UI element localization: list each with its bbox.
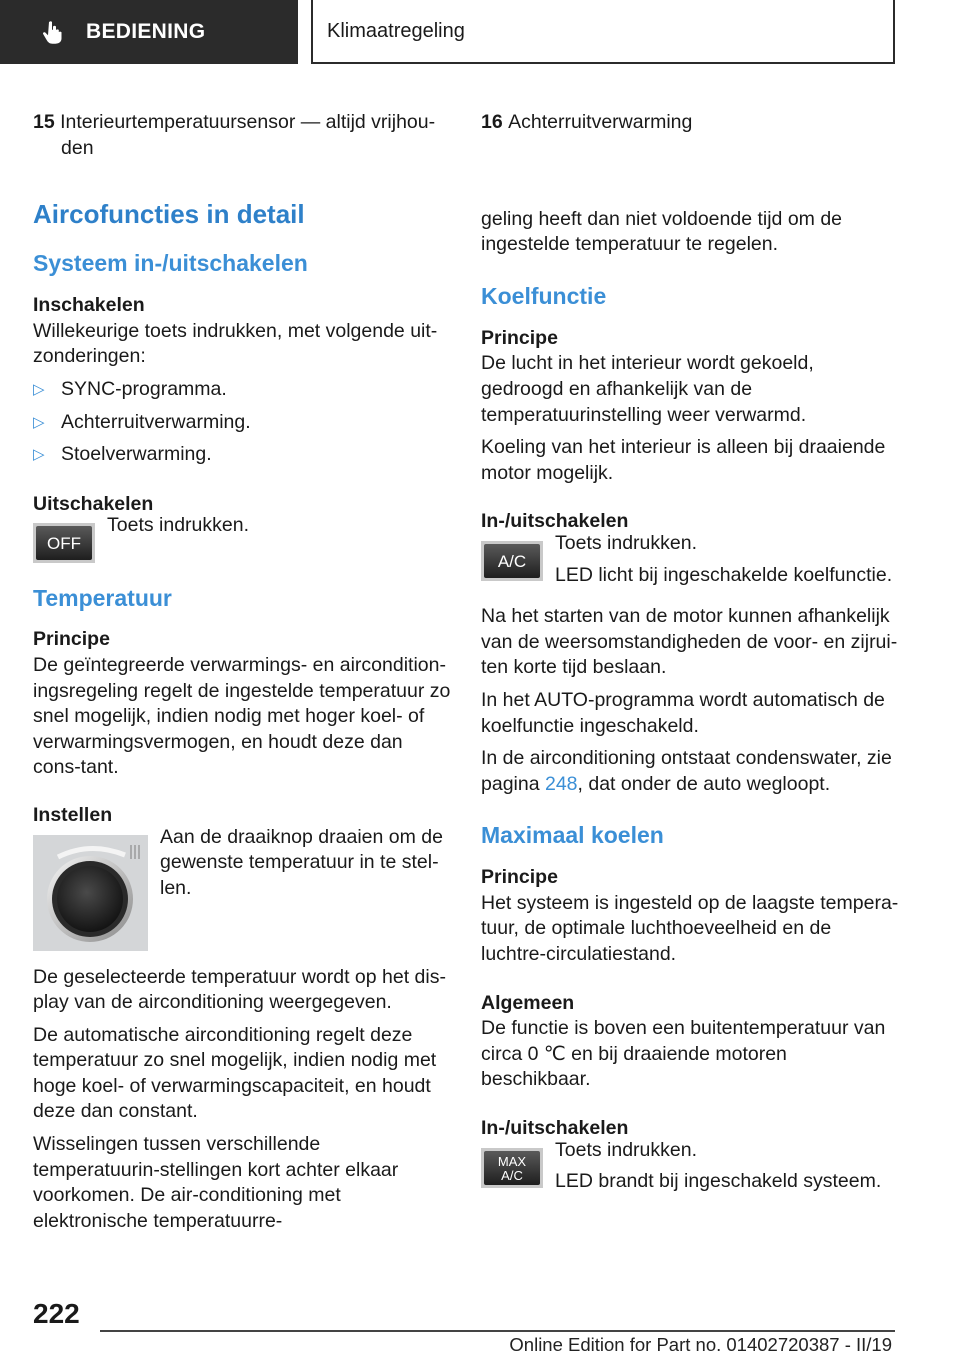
text: , dat onder de auto wegloopt.	[577, 772, 831, 795]
list-item	[33, 410, 451, 436]
item-15	[33, 110, 451, 161]
triangle-bullet-icon: ▷	[33, 413, 45, 431]
chapter-title: Klimaatregeling	[327, 19, 465, 42]
label-uitschakelen: Uitschakelen	[33, 492, 154, 515]
item-text: Interieurtemperatuursensor — altijd vrijhou-den	[60, 111, 436, 159]
footer-divider	[100, 1330, 895, 1332]
label-instellen: Instellen	[33, 803, 113, 826]
max-key-label-top: MAX	[497, 1153, 527, 1169]
bullet-text: SYNC-programma.	[61, 377, 227, 400]
max-instruction	[481, 1138, 899, 1195]
text-inschakelen: Willekeurige toets indrukken, met volgende uit-zonderingen:	[33, 319, 438, 368]
max-ac-key-icon	[481, 1148, 543, 1188]
page-link[interactable]: 248	[544, 772, 578, 795]
ac-key-label: A/C	[497, 551, 527, 571]
triangle-bullet-icon: ▷	[33, 446, 45, 464]
label-principe: Principe	[33, 628, 110, 651]
ac-text-1: Toets indrukken.	[555, 531, 697, 554]
item-number: 15	[33, 111, 55, 133]
max-text-2: LED brandt bij ingeschakeld systeem.	[555, 1170, 882, 1193]
paragraph-continued: geling heeft dan niet voldoende tijd om de ingestelde temperatuur te regelen.	[481, 207, 843, 256]
list-item	[33, 377, 451, 403]
label-principe: Principe	[481, 866, 558, 889]
text: In de airconditioning ontstaat condenswater, zie pagina	[481, 747, 892, 795]
paragraph-wisselingen: Wisselingen tussen verschillende temperatuurin-stellingen kort achter elkaar voorkomen. De air-conditioning met elektronische temperatuurre-	[33, 1133, 399, 1232]
item-text: Achterruitverwarming	[508, 111, 693, 133]
page-number: 222	[33, 1298, 80, 1329]
heading-aircofuncties: Aircofuncties in detail	[33, 199, 305, 230]
ac-key-icon	[481, 541, 543, 581]
ac-instruction	[481, 531, 899, 588]
right-column	[481, 110, 899, 1195]
paragraph-display: De geselecteerde temperatuur wordt op het dis-play van de airconditioning weergegeven.	[33, 965, 446, 1014]
off-key-label: OFF	[47, 534, 81, 554]
text-principe: De geïntegreerde verwarmings- en aircondition-ingsregeling regelt de ingestelde temperatuur zo snel mogelijk, indien nodig met hoger koel- of verwarmingsvermogen, en houdt deze dan cons-tant.	[33, 653, 451, 779]
heading-systeem: Systeem in-/uitschakelen	[33, 250, 308, 277]
edition-note: Online Edition for Part no. 01402720387 - II/19	[509, 1334, 892, 1355]
heading-temperatuur: Temperatuur	[33, 585, 172, 612]
label-in-uitschakelen: In-/uitschakelen	[481, 510, 629, 533]
text-max-principe: Het systeem is ingesteld op de laagste tempera-tuur, de optimale luchthoeveelheid en de luchtre-circulatiestand.	[481, 891, 899, 966]
max-text-1: Toets indrukken.	[555, 1138, 697, 1161]
paragraph-condenswater	[481, 746, 899, 797]
label-algemeen: Algemeen	[481, 991, 575, 1014]
label-inschakelen: Inschakelen	[33, 294, 145, 317]
label-in-uitschakelen: In-/uitschakelen	[481, 1117, 629, 1140]
left-column	[33, 110, 451, 1234]
item-16	[481, 110, 899, 136]
set-instruction	[33, 825, 451, 951]
text-principe-2: Koeling van het interieur is alleen bij draaiende motor mogelijk.	[481, 436, 886, 484]
heading-maximaal-koelen: Maximaal koelen	[481, 822, 664, 849]
chapter-tab	[311, 0, 895, 64]
list-item	[33, 442, 451, 468]
off-instruction	[33, 514, 451, 563]
max-key-label-bottom: A/C	[501, 1167, 523, 1183]
section-title: BEDIENING	[86, 20, 206, 43]
set-text: Aan de draaiknop draaien om de gewenste temperatuur in te stel-len.	[160, 825, 443, 899]
rotary-knob-icon	[33, 835, 148, 951]
hand-pointer-icon	[40, 19, 66, 45]
paragraph-auto-programma: In het AUTO-programma wordt automatisch de koelfunctie ingeschakeld.	[481, 688, 885, 737]
paragraph-auto: De automatische airconditioning regelt deze temperatuur zo snel mogelijk, indien nodig met hoge koel- of verwarmingscapaciteit, en houdt deze dan constant.	[33, 1023, 437, 1123]
paragraph-beslaan: Na het starten van de motor kunnen afhankelijk van de weersomstandigheden de voor- en zijrui-ten korte tijd beslaan.	[481, 605, 898, 679]
bullet-text: Stoelverwarming.	[61, 443, 212, 466]
off-text: Toets indrukken.	[107, 514, 249, 537]
triangle-bullet-icon: ▷	[33, 380, 45, 398]
section-tab	[0, 0, 298, 64]
item-number: 16	[481, 111, 503, 133]
ac-text-2: LED licht bij ingeschakelde koelfunctie.	[555, 563, 893, 586]
page-header	[0, 0, 960, 66]
label-principe: Principe	[481, 326, 558, 349]
text-algemeen: De functie is boven een buitentemperatuur van circa 0 ℃ en bij draaiende motoren beschikbaar.	[481, 1017, 886, 1091]
bullet-text: Achterruitverwarming.	[61, 410, 251, 433]
off-key-icon	[33, 523, 95, 563]
text-principe-1: De lucht in het interieur wordt gekoeld, gedroogd en afhankelijk van de temperatuurinstelling weer verwarmd.	[481, 352, 814, 426]
heading-koelfunctie: Koelfunctie	[481, 282, 607, 309]
